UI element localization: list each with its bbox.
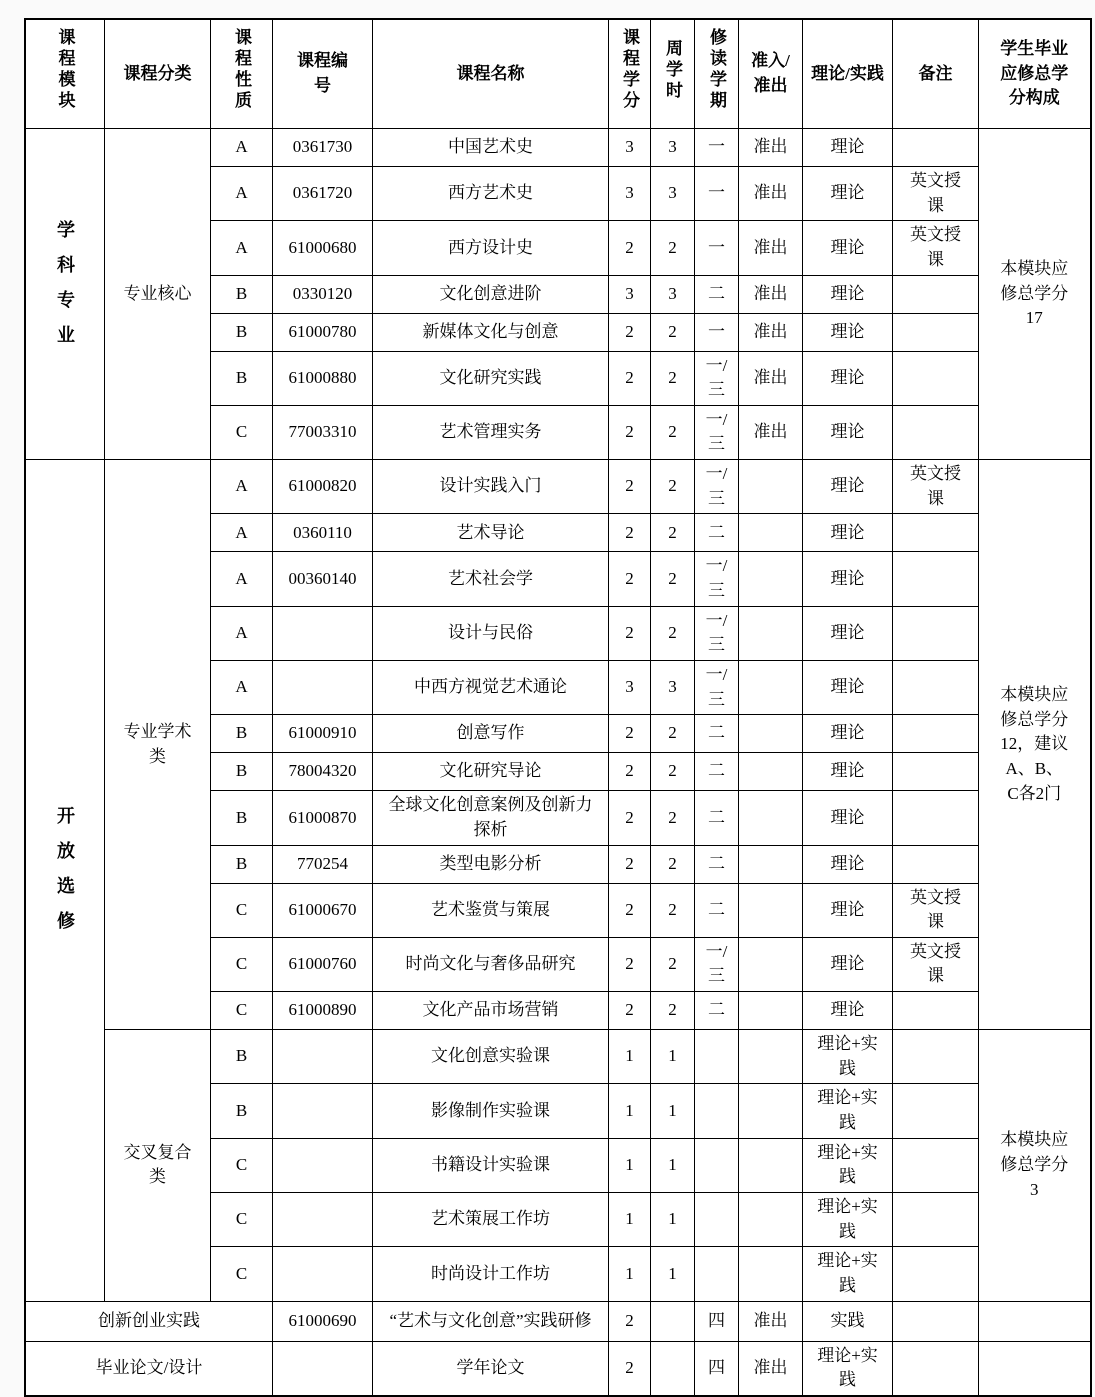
code-cell	[273, 606, 373, 660]
nature-cell: C	[211, 883, 273, 937]
col-header-graduation-credits: 学生毕业应修总学分构成	[979, 19, 1091, 129]
name-cell: “艺术与文化创意”实践研修	[373, 1301, 609, 1341]
code-cell: 77003310	[273, 405, 373, 459]
code-cell: 0360110	[273, 514, 373, 552]
hours-cell: 2	[651, 460, 695, 514]
mode-cell: 理论	[803, 992, 893, 1030]
table-header	[25, 19, 1091, 129]
remark-cell: 英文授课	[893, 460, 979, 514]
semester-cell: 二	[695, 883, 739, 937]
hours-cell: 1	[651, 1247, 695, 1301]
remark-cell	[893, 606, 979, 660]
code-cell	[273, 1341, 373, 1396]
col-header-credits-label: 课程学分	[620, 28, 639, 113]
mode-cell: 理论	[803, 883, 893, 937]
remark-cell: 英文授课	[893, 221, 979, 275]
access-cell: 准出	[739, 129, 803, 167]
nature-cell: B	[211, 791, 273, 845]
nature-cell: B	[211, 845, 273, 883]
hours-cell: 2	[651, 715, 695, 753]
credits-cell: 2	[609, 1341, 651, 1396]
access-cell: 准出	[739, 1341, 803, 1396]
nature-cell: B	[211, 753, 273, 791]
code-cell	[273, 1030, 373, 1084]
nature-cell: C	[211, 937, 273, 991]
hours-cell: 2	[651, 883, 695, 937]
hours-cell: 3	[651, 129, 695, 167]
nature-cell: B	[211, 351, 273, 405]
hours-cell: 3	[651, 167, 695, 221]
semester-cell: 二	[695, 845, 739, 883]
nature-cell: C	[211, 992, 273, 1030]
mode-cell: 理论	[803, 313, 893, 351]
credits-cell: 2	[609, 460, 651, 514]
access-cell	[739, 1084, 803, 1138]
nature-cell: B	[211, 313, 273, 351]
module-cell	[25, 460, 105, 1301]
col-header-module	[25, 19, 105, 129]
access-cell	[739, 937, 803, 991]
hours-cell: 3	[651, 275, 695, 313]
code-cell: 0361720	[273, 167, 373, 221]
course-row	[25, 1030, 1091, 1084]
hours-cell: 2	[651, 753, 695, 791]
module-cell-label: 开放选修	[55, 806, 75, 947]
code-cell	[273, 1084, 373, 1138]
nature-cell: A	[211, 221, 273, 275]
name-cell: 艺术鉴赏与策展	[373, 883, 609, 937]
credits-cell: 1	[609, 1192, 651, 1246]
name-cell: 艺术策展工作坊	[373, 1192, 609, 1246]
mode-cell: 实践	[803, 1301, 893, 1341]
semester-cell: 二	[695, 992, 739, 1030]
code-cell: 61000870	[273, 791, 373, 845]
name-cell: 设计实践入门	[373, 460, 609, 514]
col-header-hours	[651, 19, 695, 129]
credits-cell: 2	[609, 514, 651, 552]
name-cell: 类型电影分析	[373, 845, 609, 883]
name-cell: 文化产品市场营销	[373, 992, 609, 1030]
credits-cell: 2	[609, 992, 651, 1030]
mode-cell: 理论	[803, 405, 893, 459]
remark-cell	[893, 405, 979, 459]
remark-cell	[893, 1301, 979, 1341]
col-header-module-label: 课程模块	[55, 28, 75, 113]
credits-cell: 2	[609, 221, 651, 275]
access-cell	[739, 845, 803, 883]
remark-cell	[893, 514, 979, 552]
name-cell: 学年论文	[373, 1341, 609, 1396]
remark-cell	[893, 1247, 979, 1301]
mode-cell: 理论+实践	[803, 1084, 893, 1138]
col-header-code: 课程编号	[273, 19, 373, 129]
semester-cell: 四	[695, 1341, 739, 1396]
mode-cell: 理论	[803, 514, 893, 552]
course-row	[25, 460, 1091, 514]
hours-cell: 2	[651, 845, 695, 883]
semester-cell: 一	[695, 313, 739, 351]
credits-cell: 2	[609, 1301, 651, 1341]
hours-cell: 1	[651, 1030, 695, 1084]
remark-cell	[893, 351, 979, 405]
nature-cell: B	[211, 1030, 273, 1084]
hours-cell: 2	[651, 351, 695, 405]
semester-cell: 一/三	[695, 405, 739, 459]
credits-cell: 2	[609, 883, 651, 937]
credits-cell: 2	[609, 753, 651, 791]
code-cell: 00360140	[273, 552, 373, 606]
access-cell	[739, 552, 803, 606]
credits-cell: 2	[609, 791, 651, 845]
code-cell	[273, 1138, 373, 1192]
access-cell	[739, 514, 803, 552]
semester-cell: 一/三	[695, 937, 739, 991]
remark-cell: 英文授课	[893, 883, 979, 937]
table-body	[25, 129, 1091, 1396]
code-cell: 61000690	[273, 1301, 373, 1341]
course-row	[25, 129, 1091, 167]
col-header-hours-label: 周学时	[663, 38, 682, 102]
code-cell	[273, 660, 373, 714]
name-cell: 艺术社会学	[373, 552, 609, 606]
code-cell: 0361730	[273, 129, 373, 167]
semester-cell: 一	[695, 221, 739, 275]
credits-cell: 2	[609, 937, 651, 991]
nature-cell: B	[211, 275, 273, 313]
access-cell	[739, 606, 803, 660]
module-credits-note-cell: 本模块应修总学分 3	[979, 1030, 1091, 1301]
footer-row	[25, 1341, 1091, 1396]
module-cell-label: 学科专业	[55, 220, 75, 361]
col-header-nature	[211, 19, 273, 129]
nature-cell: A	[211, 514, 273, 552]
header-row	[25, 19, 1091, 129]
code-cell	[273, 1192, 373, 1246]
note-cell	[979, 1341, 1091, 1396]
hours-cell: 1	[651, 1138, 695, 1192]
mode-cell: 理论	[803, 351, 893, 405]
semester-cell: 二	[695, 514, 739, 552]
mode-cell: 理论	[803, 221, 893, 275]
semester-cell: 一	[695, 129, 739, 167]
name-cell: 文化创意实验课	[373, 1030, 609, 1084]
access-cell	[739, 992, 803, 1030]
name-cell: 西方艺术史	[373, 167, 609, 221]
mode-cell: 理论+实践	[803, 1341, 893, 1396]
footer-label-cell: 毕业论文/设计	[25, 1341, 273, 1396]
remark-cell	[893, 753, 979, 791]
nature-cell: C	[211, 1192, 273, 1246]
mode-cell: 理论	[803, 552, 893, 606]
code-cell: 61000880	[273, 351, 373, 405]
code-cell: 61000680	[273, 221, 373, 275]
credits-cell: 3	[609, 167, 651, 221]
hours-cell: 2	[651, 937, 695, 991]
name-cell: 中西方视觉艺术通论	[373, 660, 609, 714]
hours-cell	[651, 1301, 695, 1341]
semester-cell: 一/三	[695, 606, 739, 660]
access-cell	[739, 660, 803, 714]
mode-cell: 理论	[803, 460, 893, 514]
mode-cell: 理论	[803, 275, 893, 313]
access-cell: 准出	[739, 221, 803, 275]
name-cell: 创意写作	[373, 715, 609, 753]
nature-cell: C	[211, 1138, 273, 1192]
hours-cell: 2	[651, 514, 695, 552]
col-header-category: 课程分类	[105, 19, 211, 129]
hours-cell: 2	[651, 552, 695, 606]
remark-cell	[893, 845, 979, 883]
semester-cell: 一	[695, 167, 739, 221]
module-credits-note-cell: 本模块应修总学分 17	[979, 129, 1091, 460]
semester-cell: 二	[695, 791, 739, 845]
access-cell: 准出	[739, 351, 803, 405]
col-header-mode: 理论/实践	[803, 19, 893, 129]
semester-cell	[695, 1084, 739, 1138]
credits-cell: 2	[609, 552, 651, 606]
footer-label-cell: 创新创业实践	[25, 1301, 273, 1341]
mode-cell: 理论	[803, 937, 893, 991]
hours-cell: 2	[651, 313, 695, 351]
hours-cell: 2	[651, 606, 695, 660]
name-cell: 新媒体文化与创意	[373, 313, 609, 351]
access-cell	[739, 460, 803, 514]
credits-cell: 2	[609, 313, 651, 351]
col-header-semester	[695, 19, 739, 129]
name-cell: 文化研究导论	[373, 753, 609, 791]
mode-cell: 理论	[803, 660, 893, 714]
semester-cell: 一/三	[695, 351, 739, 405]
access-cell	[739, 883, 803, 937]
semester-cell	[695, 1030, 739, 1084]
credits-cell: 2	[609, 606, 651, 660]
hours-cell: 2	[651, 791, 695, 845]
name-cell: 艺术管理实务	[373, 405, 609, 459]
access-cell	[739, 791, 803, 845]
semester-cell	[695, 1247, 739, 1301]
credits-cell: 1	[609, 1138, 651, 1192]
access-cell: 准出	[739, 1301, 803, 1341]
credits-cell: 2	[609, 405, 651, 459]
access-cell: 准出	[739, 313, 803, 351]
nature-cell: C	[211, 405, 273, 459]
access-cell: 准出	[739, 405, 803, 459]
mode-cell: 理论+实践	[803, 1030, 893, 1084]
col-header-semester-label: 修读学期	[707, 28, 726, 113]
name-cell: 时尚设计工作坊	[373, 1247, 609, 1301]
remark-cell	[893, 1341, 979, 1396]
remark-cell	[893, 1138, 979, 1192]
code-cell: 61000910	[273, 715, 373, 753]
category-cell: 专业核心	[105, 129, 211, 460]
name-cell: 文化研究实践	[373, 351, 609, 405]
credits-cell: 2	[609, 715, 651, 753]
credits-cell: 3	[609, 275, 651, 313]
note-cell	[979, 1301, 1091, 1341]
access-cell	[739, 1192, 803, 1246]
access-cell	[739, 715, 803, 753]
mode-cell: 理论+实践	[803, 1138, 893, 1192]
code-cell	[273, 1247, 373, 1301]
col-header-credits	[609, 19, 651, 129]
semester-cell	[695, 1192, 739, 1246]
remark-cell	[893, 791, 979, 845]
mode-cell: 理论	[803, 606, 893, 660]
semester-cell: 四	[695, 1301, 739, 1341]
access-cell	[739, 1138, 803, 1192]
remark-cell	[893, 1192, 979, 1246]
code-cell: 61000780	[273, 313, 373, 351]
semester-cell: 二	[695, 715, 739, 753]
mode-cell: 理论+实践	[803, 1192, 893, 1246]
remark-cell: 英文授课	[893, 937, 979, 991]
credits-cell: 1	[609, 1030, 651, 1084]
name-cell: 艺术导论	[373, 514, 609, 552]
code-cell: 61000820	[273, 460, 373, 514]
credits-cell: 1	[609, 1084, 651, 1138]
hours-cell	[651, 1341, 695, 1396]
credits-cell: 2	[609, 845, 651, 883]
code-cell: 770254	[273, 845, 373, 883]
hours-cell: 2	[651, 992, 695, 1030]
name-cell: 设计与民俗	[373, 606, 609, 660]
hours-cell: 1	[651, 1084, 695, 1138]
nature-cell: B	[211, 715, 273, 753]
semester-cell	[695, 1138, 739, 1192]
name-cell: 全球文化创意案例及创新力探析	[373, 791, 609, 845]
hours-cell: 2	[651, 221, 695, 275]
credits-cell: 3	[609, 660, 651, 714]
credits-cell: 1	[609, 1247, 651, 1301]
col-header-nature-label: 课程性质	[232, 28, 251, 113]
hours-cell: 3	[651, 660, 695, 714]
remark-cell	[893, 992, 979, 1030]
access-cell	[739, 1247, 803, 1301]
col-header-remark: 备注	[893, 19, 979, 129]
footer-row	[25, 1301, 1091, 1341]
semester-cell: 二	[695, 275, 739, 313]
name-cell: 中国艺术史	[373, 129, 609, 167]
nature-cell: B	[211, 1084, 273, 1138]
nature-cell: A	[211, 167, 273, 221]
remark-cell	[893, 1030, 979, 1084]
remark-cell	[893, 275, 979, 313]
nature-cell: A	[211, 129, 273, 167]
hours-cell: 2	[651, 405, 695, 459]
module-credits-note-cell: 本模块应修总学分12，建议A、B、C各2门	[979, 460, 1091, 1030]
access-cell	[739, 753, 803, 791]
mode-cell: 理论	[803, 845, 893, 883]
col-header-access: 准入/准出	[739, 19, 803, 129]
name-cell: 文化创意进阶	[373, 275, 609, 313]
nature-cell: A	[211, 660, 273, 714]
curriculum-table	[24, 18, 1092, 1397]
remark-cell	[893, 1084, 979, 1138]
remark-cell	[893, 660, 979, 714]
credits-cell: 3	[609, 129, 651, 167]
code-cell: 0330120	[273, 275, 373, 313]
access-cell	[739, 1030, 803, 1084]
semester-cell: 一/三	[695, 460, 739, 514]
col-header-name: 课程名称	[373, 19, 609, 129]
remark-cell	[893, 313, 979, 351]
remark-cell: 英文授课	[893, 167, 979, 221]
mode-cell: 理论	[803, 753, 893, 791]
nature-cell: C	[211, 1247, 273, 1301]
remark-cell	[893, 129, 979, 167]
code-cell: 78004320	[273, 753, 373, 791]
category-cell: 专业学术类	[105, 460, 211, 1030]
name-cell: 书籍设计实验课	[373, 1138, 609, 1192]
remark-cell	[893, 552, 979, 606]
name-cell: 西方设计史	[373, 221, 609, 275]
nature-cell: A	[211, 552, 273, 606]
semester-cell: 一/三	[695, 660, 739, 714]
name-cell: 时尚文化与奢侈品研究	[373, 937, 609, 991]
access-cell: 准出	[739, 167, 803, 221]
mode-cell: 理论	[803, 791, 893, 845]
category-cell: 交叉复合类	[105, 1030, 211, 1301]
name-cell: 影像制作实验课	[373, 1084, 609, 1138]
credits-cell: 2	[609, 351, 651, 405]
nature-cell: A	[211, 460, 273, 514]
access-cell: 准出	[739, 275, 803, 313]
hours-cell: 1	[651, 1192, 695, 1246]
nature-cell: A	[211, 606, 273, 660]
semester-cell: 一/三	[695, 552, 739, 606]
mode-cell: 理论	[803, 715, 893, 753]
mode-cell: 理论	[803, 167, 893, 221]
semester-cell: 二	[695, 753, 739, 791]
mode-cell: 理论+实践	[803, 1247, 893, 1301]
code-cell: 61000760	[273, 937, 373, 991]
remark-cell	[893, 715, 979, 753]
code-cell: 61000890	[273, 992, 373, 1030]
code-cell: 61000670	[273, 883, 373, 937]
module-cell	[25, 129, 105, 460]
mode-cell: 理论	[803, 129, 893, 167]
